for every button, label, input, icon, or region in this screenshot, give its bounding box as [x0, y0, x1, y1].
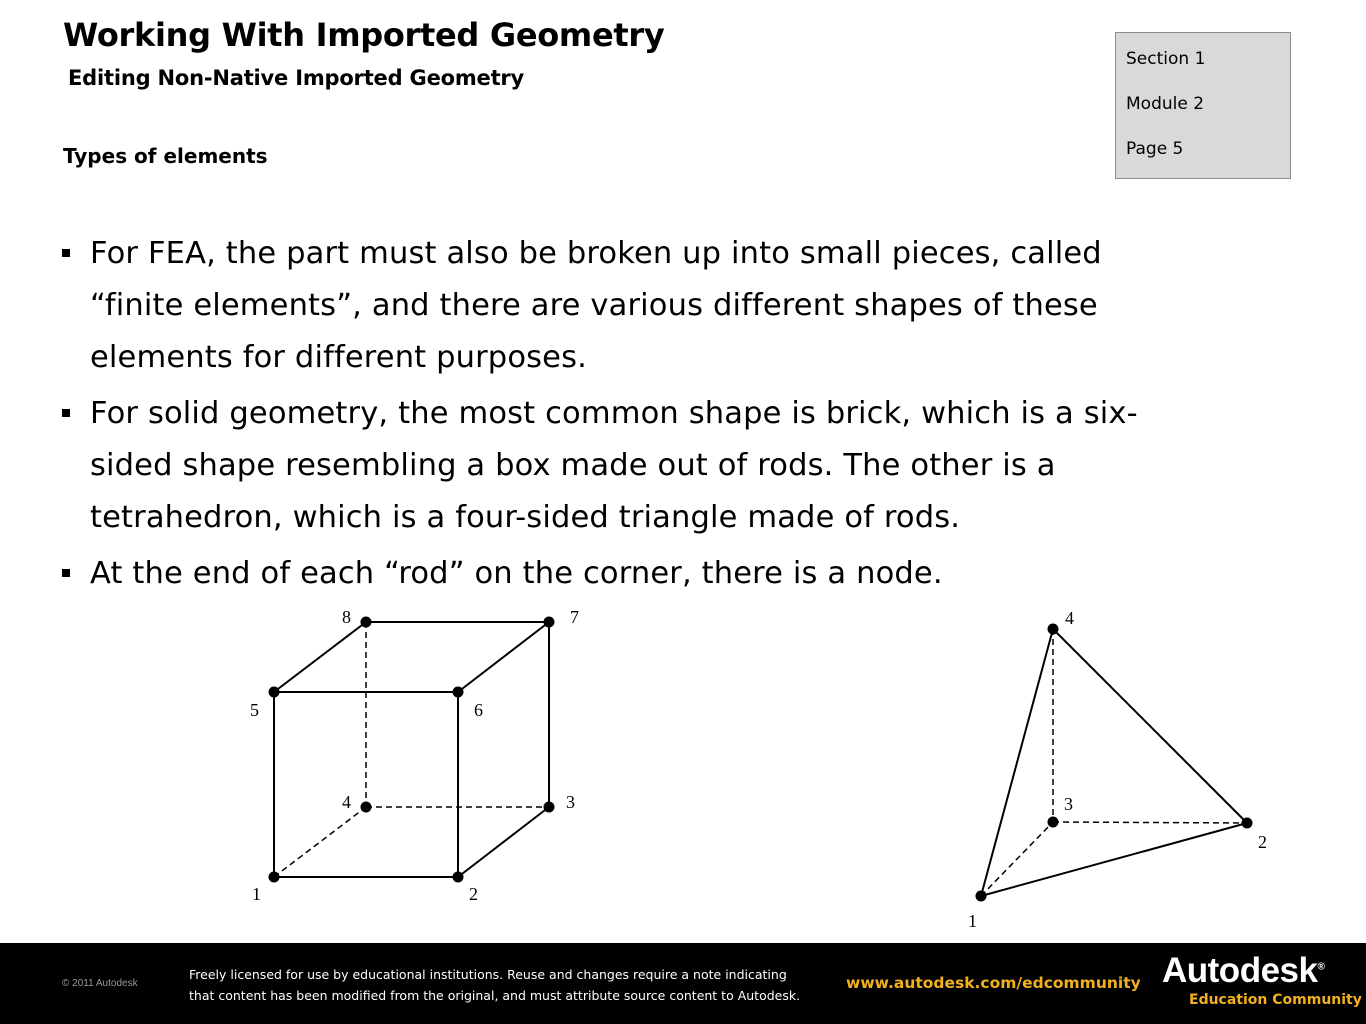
node-label: 2 — [1258, 832, 1267, 852]
bullet-line: tetrahedron, which is a four-sided triangle made of rods. — [90, 500, 961, 535]
bullet-line: elements for different purposes. — [90, 340, 587, 375]
bullet-line: For solid geometry, the most common shape is brick, which is a six- — [90, 396, 1138, 431]
node-label: 8 — [342, 607, 351, 627]
license-text — [189, 964, 839, 1006]
community-link[interactable]: www.autodesk.com/edcommunity — [846, 974, 1141, 992]
brick-element-diagram — [240, 600, 600, 920]
node-label: 7 — [570, 607, 579, 627]
bullet-line: “finite elements”, and there are various different shapes of these — [90, 288, 1098, 323]
brand-name: Autodesk — [1162, 951, 1318, 990]
node-label: 3 — [566, 792, 575, 812]
node-label: 1 — [968, 911, 977, 931]
node-label: 1 — [252, 884, 261, 904]
page-title: Working With Imported Geometry — [63, 16, 665, 54]
autodesk-logo — [1162, 951, 1324, 991]
node-label: 3 — [1064, 794, 1073, 814]
section-label: Section 1 — [1126, 49, 1206, 69]
bullet-line: For FEA, the part must also be broken up into small pieces, called — [90, 236, 1102, 271]
page-label: Page 5 — [1126, 139, 1184, 159]
brand-subtitle: Education Community — [1189, 992, 1362, 1008]
section-heading: Types of elements — [63, 144, 268, 168]
bullet-list — [62, 228, 1312, 604]
footer-bar — [0, 943, 1366, 1024]
bullet-icon — [62, 249, 70, 257]
bullet-item — [62, 548, 1312, 600]
node-label: 6 — [474, 700, 483, 720]
license-line: that content has been modified from the original, and must attribute source content to Autodesk. — [189, 988, 801, 1003]
bullet-line: sided shape resembling a box made out of rods. The other is a — [90, 448, 1056, 483]
node-label: 5 — [250, 700, 259, 720]
tetrahedron-element-diagram — [955, 600, 1295, 935]
node-label: 4 — [1065, 608, 1074, 628]
page-subtitle: Editing Non-Native Imported Geometry — [68, 66, 525, 90]
bullet-line: At the end of each “rod” on the corner, there is a node. — [90, 556, 943, 591]
node-label: 4 — [342, 792, 351, 812]
bullet-icon — [62, 569, 70, 577]
location-box — [1115, 32, 1291, 179]
copyright-text: © 2011 Autodesk — [62, 978, 138, 989]
bullet-icon — [62, 409, 70, 417]
bullet-item — [62, 388, 1312, 544]
module-label: Module 2 — [1126, 94, 1205, 114]
license-line: Freely licensed for use by educational institutions. Reuse and changes require a note indicating — [189, 967, 787, 982]
bullet-item — [62, 228, 1312, 384]
node-label: 2 — [469, 884, 478, 904]
registered-mark-icon: ® — [1317, 961, 1325, 973]
